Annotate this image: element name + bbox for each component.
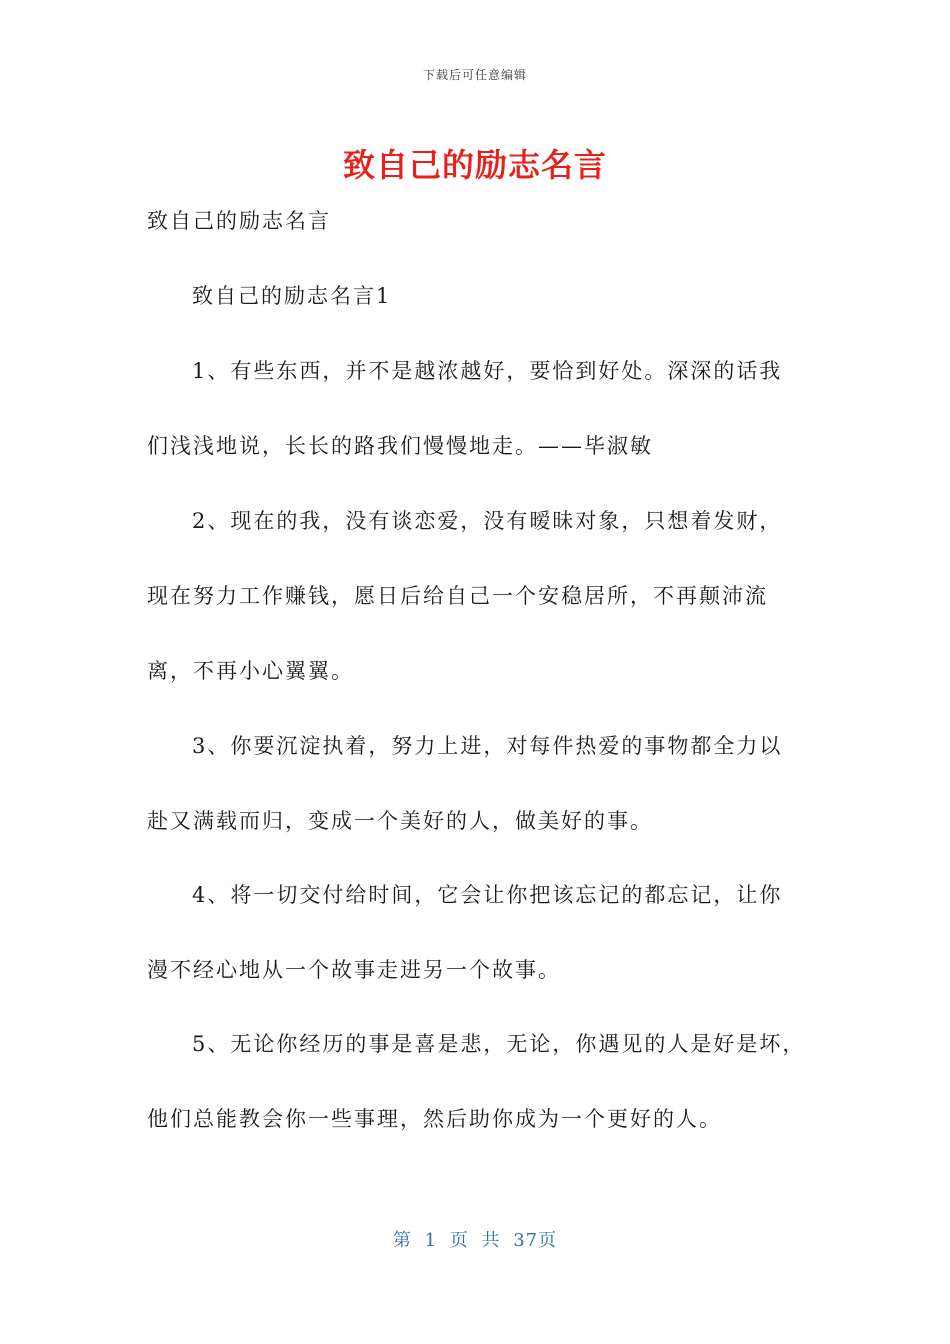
paragraph-line: 他们总能教会你一些事理，然后助你成为一个更好的人。	[147, 1107, 722, 1131]
paragraph-line: 5、无论你经历的事是喜是悲，无论，你遇见的人是好是坏，	[192, 1032, 806, 1056]
document-title: 致自己的励志名言	[342, 146, 607, 184]
page-number-footer: 第 1 页 共 37页	[392, 1230, 558, 1251]
paragraph-line: 们浅浅地说，长长的路我们慢慢地走。——毕淑敏	[147, 434, 653, 458]
paragraph-line: 离，不再小心翼翼。	[147, 659, 354, 683]
paragraph-line: 1、有些东西，并不是越浓越好，要恰到好处。深深的话我	[192, 359, 783, 383]
document-subtitle: 致自己的励志名言	[147, 209, 331, 233]
section-heading: 致自己的励志名言1	[192, 284, 392, 308]
paragraph-line: 赴又满载而归，变成一个美好的人，做美好的事。	[147, 809, 653, 833]
paragraph-line: 2、现在的我，没有谈恋爱，没有暧昧对象，只想着发财，	[192, 509, 783, 533]
paragraph-line: 现在努力工作赚钱，愿日后给自己一个安稳居所，不再颠沛流	[147, 584, 768, 608]
paragraph-line: 4、将一切交付给时间，它会让你把该忘记的都忘记，让你	[192, 883, 783, 907]
paragraph-line: 漫不经心地从一个故事走进另一个故事。	[147, 958, 561, 982]
paragraph-line: 3、你要沉淀执着，努力上进，对每件热爱的事物都全力以	[192, 734, 783, 758]
header-note: 下载后可任意编辑	[422, 68, 527, 82]
